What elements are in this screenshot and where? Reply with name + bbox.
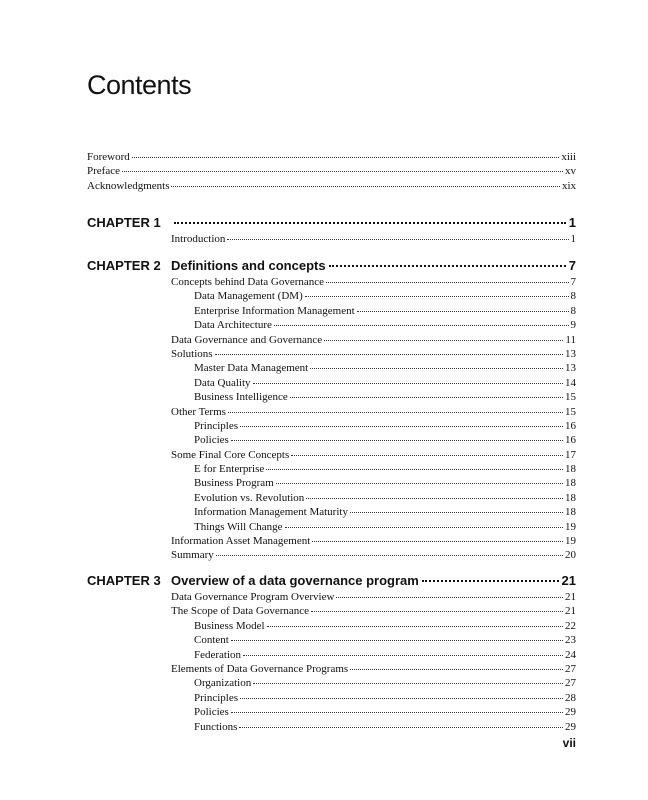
toc-subentry[interactable] [171,691,576,705]
toc-entry-title: Information Management Maturity [194,506,348,519]
toc-entry-page: 18 [565,506,576,519]
dot-leader [326,282,568,283]
toc-entry-title: Business Program [194,477,274,490]
chapter-2-section [87,256,576,563]
toc-entry-page: 9 [570,319,576,332]
dot-leader [243,655,563,656]
front-matter-list [87,150,576,193]
toc-entry-page: 16 [565,419,576,432]
toc-entry-title: Solutions [171,347,213,360]
toc-entry-title: Data Governance and Governance [171,333,323,346]
toc-entry-page: 14 [565,376,576,389]
toc-entry-page: 11 [565,333,576,346]
toc-entry-title: Policies [194,434,229,447]
toc-entry-page: 21 [565,591,576,603]
toc-entry-title: Some Final Core Concepts [171,448,290,461]
toc-entry-page: 21 [565,605,576,618]
toc-entry-page: 1 [570,233,576,245]
toc-subentry[interactable] [171,705,576,719]
toc-entry-page: 27 [565,662,576,675]
toc-subentry[interactable] [171,318,576,332]
toc-entry-title: Information Asset Management [171,535,311,548]
toc-entry-title: Evolution vs. Revolution [194,491,305,504]
chapter-label: CHAPTER 3 [87,573,161,588]
toc-entry[interactable] [171,534,576,548]
chapter-page: 21 [561,573,576,588]
dot-leader [132,157,560,158]
toc-subentry[interactable] [171,361,576,375]
dot-leader [324,340,563,341]
toc-entry-page: 8 [570,304,576,317]
toc-entry-page: 15 [565,405,576,418]
toc-entry-title: Concepts behind Data Governance [171,276,325,288]
dot-leader [171,186,559,187]
toc-entry-acknowledgments[interactable] [87,179,576,193]
toc-subentry[interactable] [171,433,576,447]
toc-entry-foreword[interactable] [87,150,576,164]
toc-entry-page: 22 [565,619,576,632]
toc-entry-page: 28 [565,691,576,704]
toc-subentry[interactable] [171,505,576,519]
dot-leader [240,426,563,427]
dot-leader [329,265,566,267]
toc-entry-title: Summary [171,549,214,562]
toc-entry-title: Master Data Management [194,362,309,375]
dot-leader [231,712,563,713]
dot-leader [350,512,563,513]
chapter-entries [171,232,576,246]
dot-leader [291,455,563,456]
dot-leader [336,597,563,598]
toc-entry[interactable] [171,405,576,419]
dot-leader [311,611,563,612]
toc-entry-page: 29 [565,720,576,733]
chapter-page: 7 [568,258,576,273]
dot-leader [422,580,559,582]
toc-entry-title: Preface [87,165,120,178]
toc-entry-page: 15 [565,391,576,404]
toc-subentry[interactable] [171,676,576,690]
toc-subentry[interactable] [171,304,576,318]
toc-entry[interactable] [171,275,576,289]
toc-entry-title: Elements of Data Governance Programs [171,662,349,675]
chapter-title: Overview of a data governance program [171,573,419,588]
dot-leader [122,171,563,172]
dot-leader [276,483,563,484]
toc-subentry[interactable] [171,390,576,404]
toc-entry-page: 13 [565,347,576,360]
dot-leader [231,640,563,641]
dot-leader [216,555,563,556]
toc-entry-title: Federation [194,648,242,661]
toc-entry-page: 18 [565,463,576,476]
toc-entry-title: Principles [194,419,238,432]
toc-entry-page: 19 [565,520,576,533]
chapter-heading[interactable] [87,571,576,590]
toc-entry-page: xix [561,179,576,192]
toc-entry[interactable] [171,333,576,347]
dot-leader [227,239,568,240]
toc-entry[interactable] [171,590,576,604]
chapter-3-section [87,571,576,734]
toc-entry-page: 8 [570,290,576,303]
toc-entry-preface[interactable] [87,164,576,178]
page-title: Contents [87,70,192,100]
toc-entry-page: 20 [565,549,576,562]
toc-entry-page: xv [565,165,576,178]
toc-entry-title: Functions [194,720,238,733]
toc-entry-title: Acknowledgments [87,179,170,192]
toc-subentry[interactable] [171,462,576,476]
chapter-1-section [87,213,576,246]
toc-subentry[interactable] [171,289,576,303]
dot-leader [228,412,563,413]
chapter-entries [171,590,576,734]
toc-entry-page: 24 [565,648,576,661]
chapter-heading[interactable] [87,256,576,275]
dot-leader [357,311,569,312]
toc-entry-title: Data Governance Program Overview [171,591,335,603]
dot-leader [240,698,563,699]
toc-subentry[interactable] [171,648,576,662]
toc-subentry[interactable] [171,376,576,390]
toc-subentry[interactable] [171,476,576,490]
chapter-label: CHAPTER 1 [87,215,161,230]
dot-leader [285,527,563,528]
toc-entry-page: 7 [570,276,576,288]
dot-leader [267,626,563,627]
toc-entry-title: E for Enterprise [194,463,265,476]
toc-subentry[interactable] [171,520,576,534]
toc-entry[interactable] [171,448,576,462]
dot-leader [312,541,563,542]
toc-entry-title: Foreword [87,151,130,163]
chapter-page: 1 [568,215,576,230]
toc-subentry[interactable] [171,633,576,647]
chapter-title: Definitions and concepts [171,258,326,273]
toc-entry-title: Policies [194,706,229,719]
dot-leader [266,469,563,470]
chapter-heading[interactable] [87,213,576,232]
toc-subentry[interactable] [171,619,576,633]
dot-leader [290,397,563,398]
toc-entry-page: 13 [565,362,576,375]
toc-subentry[interactable] [171,419,576,433]
toc-entry-title: Other Terms [171,405,226,418]
dot-leader [231,440,563,441]
toc-entry-title: The Scope of Data Governance [171,605,310,618]
toc-entry-page: 29 [565,706,576,719]
dot-leader [239,727,563,728]
page-number: vii [562,736,576,750]
toc-entry[interactable] [171,548,576,562]
dot-leader [253,383,563,384]
dot-leader [274,325,569,326]
toc-entry-page: 19 [565,535,576,548]
toc-entry-page: xiii [561,151,576,163]
toc-entry[interactable] [171,232,576,246]
toc-entry-title: Things Will Change [194,520,283,533]
toc-entry-title: Data Management (DM) [194,290,303,303]
toc-entry-title: Data Architecture [194,319,272,332]
toc-entry[interactable] [171,604,576,618]
toc-entry-page: 18 [565,491,576,504]
toc-entry[interactable] [171,662,576,676]
dot-leader [215,354,563,355]
toc-entry-title: Introduction [171,233,226,245]
dot-leader [174,222,566,224]
toc-entry-title: Organization [194,677,252,690]
toc-entry-page: 17 [565,448,576,461]
dot-leader [305,296,569,297]
toc-subentry[interactable] [171,720,576,734]
toc-entry-page: 16 [565,434,576,447]
dot-leader [253,683,563,684]
toc-entry-title: Enterprise Information Management [194,304,355,317]
toc-entry-title: Business Intelligence [194,391,288,404]
dot-leader [310,368,563,369]
toc-entry-title: Principles [194,691,238,704]
toc-entry-title: Content [194,634,229,647]
dot-leader [350,669,563,670]
toc-entry-page: 18 [565,477,576,490]
toc-entry-title: Business Model [194,619,265,632]
toc-subentry[interactable] [171,491,576,505]
toc-entry-title: Data Quality [194,376,251,389]
toc-entry-page: 23 [565,634,576,647]
toc-entry[interactable] [171,347,576,361]
chapter-entries [171,275,576,563]
dot-leader [306,498,563,499]
chapter-label: CHAPTER 2 [87,258,161,273]
toc-entry-page: 27 [565,677,576,690]
